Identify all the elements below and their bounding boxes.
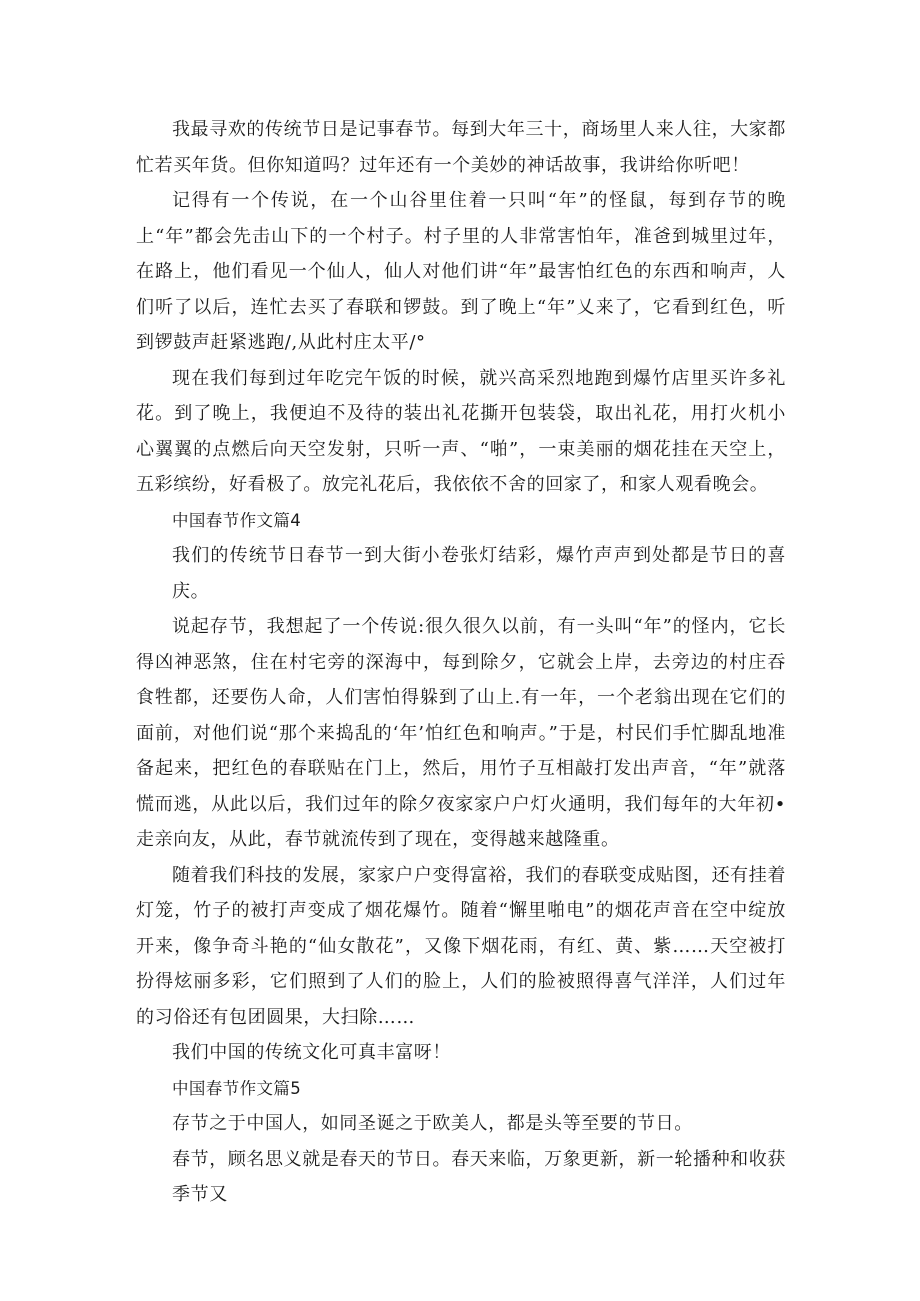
paragraph: 记得有一个传说，在一个山谷里住着一只叫“年”的怪鼠，每到存节的晚上“年”都会先击山下的一个村子。村子里的人非常害怕年，准爸到城里过年，在路上，他们看见一个仙人，仙人对他们讲“年”最害怕红色的东西和响声，人们听了以后，连忙去买了春联和锣鼓。到了晚上“年”乂来了，它看到红色，听到锣鼓声赶紧逃跑/,从此村庄太平/° xyxy=(136,190,786,353)
paragraph: 随着我们科技的发展，家家户户变得富裕，我们的春联变成贴图，还有挂着灯笼，竹子的被打声变成了烟花爆竹。随着“懈里啪电”的烟花声音在空中绽放开来，像争奇斗艳的“仙女散花”，又像下烟花雨，有红、黄、紫……天空被打扮得炫丽多彩，它们照到了人们的脸上，人们的脸被照得喜气洋洋，人们过年的习俗还有包团圆果，大扫除…… xyxy=(136,864,786,1028)
paragraph: 我最寻欢的传统节日是记事春节。每到大年三十，商场里人来人往，大家都忙若买年货。但你知道吗？过年还有一个美妙的神话故事，我讲给你听吧！ xyxy=(136,119,786,176)
section-heading: 中国春节作文篇5 xyxy=(172,1078,302,1098)
paragraph: 春节，顾名思义就是春天的节日。春天来临，万象更新，新一轮播种和收获季节又 xyxy=(172,1148,786,1205)
paragraph: 我们的传统节日春节一到大街小卷张灯结彩，爆竹声声到处都是节日的喜庆。 xyxy=(172,545,786,602)
document-body xyxy=(136,112,786,1213)
paragraph: 现在我们每到过年吃完午饭的时候，就兴高采烈地跑到爆竹店里买许多礼花。到了晚上，我便迫不及待的装出礼花撕开包装袋，取出礼花，用打火机小心翼翼的点燃后向天空发射，只听一声、“啪”，一束美丽的烟花挂在天空上，五彩缤纷，好看极了。放完礼花后，我依依不舍的回家了，和家人观看晚会。 xyxy=(136,367,786,495)
paragraph: 说起存节，我想起了一个传说:很久很久以前，有一头叫“年”的怪内，它长得凶神恶煞，住在村宅旁的深海中，每到除夕，它就会上岸，去旁边的村庄吞食牲都，还要伤人命，人们害怕得躲到了山上.有一年，一个老翁出现在它们的面前，对他们说“那个来捣乱的‘年’怕红色和响声。”于是，村民们手忙脚乱地准备起来，把红色的春联贴在门上，然后，用竹子互相敲打发出声音，“年”就落慌而逃，从此以后，我们过年的除夕夜家家户户灯火通明，我们每年的大年初•走亲向友，从此，春节就流传到了现在，变得越来越隆重。 xyxy=(136,616,786,850)
section-heading: 中国春节作文篇4 xyxy=(172,510,302,530)
paragraph: 我们中国的传统文化可真丰富呀！ xyxy=(172,1042,451,1063)
paragraph: 存节之于中国人，如同圣诞之于欧美人，都是头等至要的节日。 xyxy=(172,1113,693,1134)
